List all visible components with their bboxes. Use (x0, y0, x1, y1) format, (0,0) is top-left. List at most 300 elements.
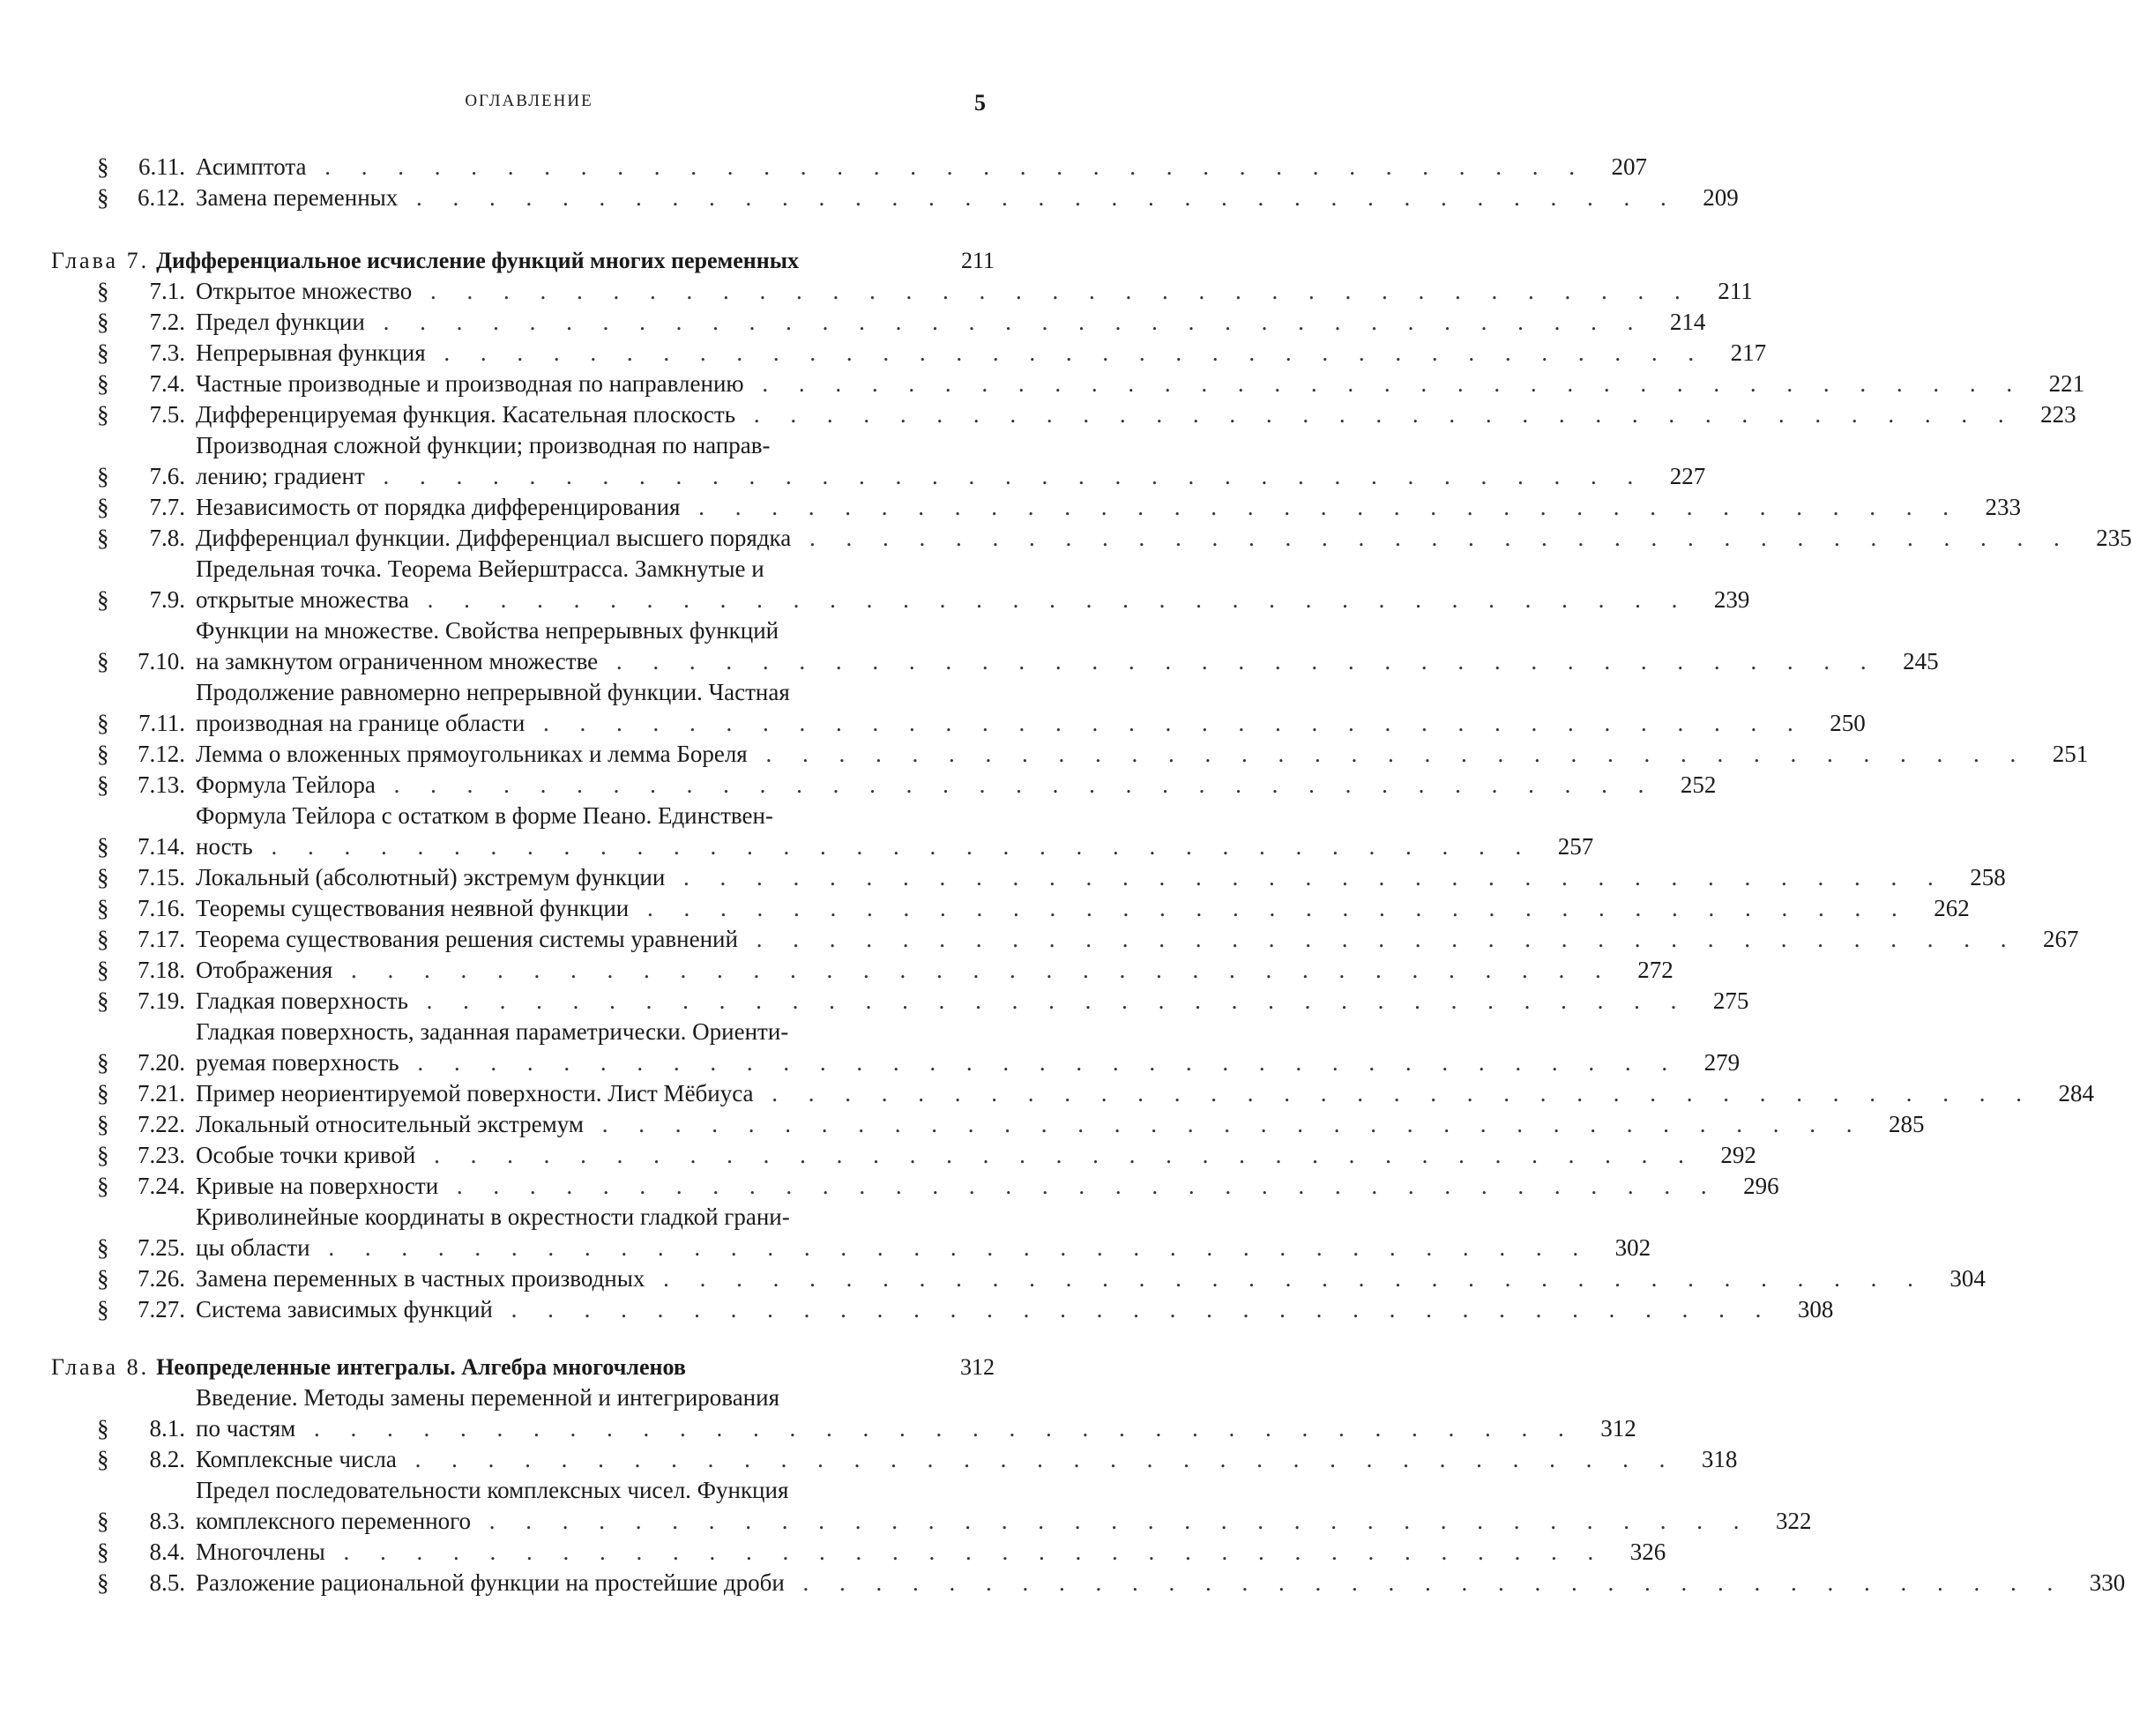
entry-title-text: производная на границе области (196, 710, 526, 736)
section-number (51, 708, 196, 739)
entry-title-line (196, 1444, 1677, 1475)
entry-title-line (196, 1109, 1864, 1140)
toc-entry (51, 1568, 2126, 1598)
entry-title-text: по частям (196, 1415, 296, 1442)
section-number (51, 646, 196, 677)
chapter-label: Глава 8. (51, 1354, 150, 1380)
leader-dots: . . . . . . . . . . . . . . . . . . . . . . . . . . . . . . . . . . . (645, 1265, 1926, 1292)
entry-title (196, 1202, 1601, 1263)
section-sign: § (97, 586, 109, 613)
page-ref: 252 (1680, 771, 1717, 798)
page-ref: 235 (2096, 525, 2132, 551)
entry-title (196, 1294, 1784, 1325)
page-ref: 296 (1743, 1173, 1779, 1199)
leader-dots: . . . . . . . . . . . . . . . . . . . . . . . . . . . . . . . . . . . (680, 494, 1961, 520)
page-ref: 318 (1701, 1446, 1738, 1472)
section-number (51, 1140, 196, 1171)
toc-entry (51, 801, 1594, 862)
page-ref: 308 (1797, 1296, 1834, 1322)
section-sign: § (97, 1296, 109, 1322)
section-number (51, 1078, 196, 1109)
section-number-value: 7.11. (138, 710, 185, 736)
section-number (51, 1171, 196, 1202)
entry-title (196, 307, 1656, 338)
section-sign: § (97, 278, 109, 304)
entry-title-line (196, 1537, 1606, 1568)
section-number (51, 831, 196, 862)
leader-dots: . . . . . . . . . . . . . . . . . . . . . . . . . . . . . . . . . . . (399, 1049, 1681, 1076)
section-sign: § (97, 309, 109, 335)
toc-entry (51, 924, 2079, 955)
section-sign: § (97, 1508, 109, 1534)
toc-entry (51, 739, 2089, 770)
entry-title (196, 955, 1624, 986)
entry-title-text: Дифференцируемая функция. Касательная плоскость (196, 401, 736, 428)
section-sign: § (97, 1539, 109, 1565)
section-number-value: 8.3. (149, 1508, 185, 1534)
section-number (51, 338, 196, 369)
entry-title-line (196, 152, 1587, 183)
section-number (51, 862, 196, 893)
section-number-value: 7.25. (138, 1234, 185, 1261)
page-ref: 292 (1720, 1142, 1756, 1168)
entry-title (196, 770, 1666, 801)
page-ref: 223 (2040, 401, 2076, 428)
section-number (51, 955, 196, 986)
leader-dots: . . . . . . . . . . . . . . . . . . . . . . . . . . . . . . . . . . . (252, 833, 1534, 860)
table-of-contents (51, 152, 2132, 1598)
entry-title (196, 677, 1816, 739)
entry-title-line (196, 1506, 1752, 1537)
page-ref: 239 (1713, 586, 1750, 613)
leader-dots: . . . . . . . . . . . . . . . . . . . . . . . . . . . . . . . . . . . (753, 1080, 2035, 1106)
section-number (51, 152, 196, 183)
page-ref: 279 (1703, 1049, 1741, 1076)
entry-title-text: Локальный (абсолютный) экстремум функции (196, 864, 666, 890)
section-number-value: 7.22. (138, 1111, 185, 1137)
section-number-value: 7.26. (138, 1265, 185, 1292)
section-number (51, 399, 196, 430)
page-ref: 304 (1949, 1265, 1986, 1292)
section-sign: § (97, 525, 109, 551)
entry-title-line (196, 461, 1645, 492)
section-sign: § (97, 153, 109, 180)
entry-title-line (196, 770, 1656, 801)
entry-title-text: Пример неориентируемой поверхности. Лист Мёбиуса (196, 1080, 754, 1106)
page-ref: 330 (2089, 1569, 2126, 1596)
entry-title-line (196, 338, 1706, 369)
entry-title-text: Независимость от порядка дифференцирования (196, 494, 681, 520)
entry-title (196, 862, 1957, 893)
toc-entry (51, 399, 2076, 430)
section-number-value: 7.24. (138, 1173, 185, 1199)
toc-entry (51, 369, 2085, 399)
entry-title-line (196, 523, 2072, 554)
section-sign: § (97, 864, 109, 890)
page-ref: 257 (1557, 833, 1594, 860)
leader-dots: . . . . . . . . . . . . . . . . . . . . . . . . . . . . . . . . . . . (364, 463, 1646, 489)
section-sign: § (97, 741, 109, 767)
section-number (51, 1233, 196, 1263)
section-number-value: 7.20. (138, 1049, 185, 1076)
page-ref: 251 (2052, 741, 2089, 767)
leader-dots: . . . . . . . . . . . . . . . . . . . . . . . . . . . . . . . . . . . (743, 370, 2025, 397)
entry-title (196, 276, 1703, 307)
entry-title-line (196, 831, 1533, 862)
section-number (51, 893, 196, 924)
toc-entry (51, 1109, 1925, 1140)
toc-entry (51, 862, 2006, 893)
leader-dots: . . . . . . . . . . . . . . . . . . . . . . . . . . . . . . . . . . . (415, 1142, 1696, 1168)
section-number-value: 7.4. (149, 370, 185, 397)
entry-title-text: открытые множества (196, 586, 409, 613)
leader-dots: . . . . . . . . . . . . . . . . . . . . . . . . . . . . . . . . . . . (324, 1539, 1606, 1565)
entry-title-text: Непрерывная функция (196, 339, 426, 366)
page-ref: 211 (1718, 278, 1753, 304)
section-number-value: 8.1. (149, 1415, 185, 1442)
section-sign: § (97, 1234, 109, 1261)
section-sign: § (97, 1142, 109, 1168)
toc-entry (51, 893, 1970, 924)
entry-title-text: Разложение рациональной функции на простейшие дроби (196, 1569, 785, 1596)
spacer (51, 1325, 995, 1352)
entry-title-text: Предел функции (196, 309, 365, 335)
section-number (51, 1568, 196, 1598)
entry-title-text: Замена переменных (196, 184, 399, 211)
entry-title-line: Предельная точка. Теорема Вейерштрасса. Замкнутые и (196, 555, 764, 582)
toc-entry (51, 1382, 1636, 1444)
entry-title-text: Формула Тейлора (196, 771, 376, 798)
entry-title-line (196, 276, 1693, 307)
section-number (51, 1506, 196, 1537)
section-number-value: 8.4. (149, 1539, 185, 1565)
leader-dots: . . . . . . . . . . . . . . . . . . . . . . . . . . . . . . . . . . . (309, 1234, 1592, 1261)
section-sign: § (97, 926, 109, 952)
page-ref: 272 (1637, 957, 1674, 983)
page-ref: 245 (1903, 648, 1939, 674)
section-number-value: 7.10. (138, 648, 185, 674)
section-number (51, 1294, 196, 1325)
section-sign: § (97, 494, 109, 520)
entry-title-line: Гладкая поверхность, заданная параметрически. Ориенти- (196, 1018, 789, 1045)
chapter-heading (51, 245, 995, 276)
toc-entry (51, 276, 1753, 307)
leader-dots: . . . . . . . . . . . . . . . . . . . . . . . . . . . . . . . . . . . (492, 1296, 1774, 1322)
page-ref: 312 (1600, 1415, 1636, 1442)
page-ref: 262 (1934, 895, 1970, 921)
entry-title-text: Комплексные числа (196, 1446, 397, 1472)
entry-title-text: комплексного переменного (196, 1508, 472, 1534)
section-number (51, 924, 196, 955)
page-ref: 233 (1985, 494, 2021, 520)
section-number-value: 7.19. (138, 987, 185, 1014)
entry-title-text: Теоремы существования неявной функции (196, 895, 630, 921)
leader-dots: . . . . . . . . . . . . . . . . . . . . . . . . . . . . . . . . . . . (306, 153, 1587, 180)
page-ref: 211 (960, 248, 995, 273)
section-number (51, 1109, 196, 1140)
entry-title (196, 1109, 1875, 1140)
entry-title-line (196, 1294, 1773, 1325)
entry-title (196, 183, 1689, 213)
page-ref: 207 (1611, 153, 1647, 180)
toc-entry (51, 1017, 1741, 1078)
leader-dots: . . . . . . . . . . . . . . . . . . . . . . . . . . . . . . . . . . . (407, 987, 1689, 1014)
leader-dots: . . . . . . . . . . . . . . . . . . . . . . . . . . . . . . . . . . . (525, 710, 1806, 736)
section-number-value: 7.9. (149, 586, 185, 613)
section-number (51, 1263, 196, 1294)
entry-title-text: лению; градиент (196, 463, 365, 489)
section-number-value: 7.3. (149, 339, 185, 366)
toc-entry (51, 1171, 1779, 1202)
section-number (51, 461, 196, 492)
section-number-value: 7.27. (138, 1296, 185, 1322)
entry-title-line (196, 708, 1806, 739)
chapter-heading (51, 1352, 995, 1382)
leader-dots: . . . . . . . . . . . . . . . . . . . . . . . . . . . . . . . . . . . (408, 586, 1690, 613)
entry-title-line: Продолжение равномерно непрерывной функции. Частная (196, 679, 790, 705)
toc-entry (51, 955, 1674, 986)
entry-title-line (196, 1171, 1719, 1202)
chapter-title-text: Неопределенные интегралы. Алгебра многочленов (156, 1354, 686, 1380)
leader-dots: . . . . . . . . . . . . . . . . . . . . . . . . . . . . . . . . . . . (364, 309, 1646, 335)
section-sign: § (97, 401, 109, 428)
section-number-value: 8.2. (149, 1446, 185, 1472)
toc-entry (51, 770, 1717, 801)
page-ref: 312 (960, 1354, 995, 1380)
page-header (0, 92, 1058, 118)
entry-title-line: Криволинейные координаты в окрестности гладкой грани- (196, 1203, 790, 1230)
entry-title-line (196, 1413, 1577, 1444)
section-sign: § (97, 710, 109, 736)
section-number (51, 770, 196, 801)
page-ref: 214 (1669, 309, 1706, 335)
section-sign: § (97, 1569, 109, 1596)
leader-dots: . . . . . . . . . . . . . . . . . . . . . . . . . . . . . . . . . . . (295, 1415, 1577, 1442)
leader-dots: . . . . . . . . . . . . . . . . . . . . . . . . . . . . . . . . . . . (396, 1446, 1678, 1472)
page-number: 5 (974, 90, 986, 115)
page-ref: 322 (1776, 1508, 1812, 1534)
entry-title (196, 615, 1890, 677)
section-sign: § (97, 339, 109, 366)
entry-title-line: Формула Тейлора с остатком в форме Пеано. Единствен- (196, 802, 773, 829)
entry-title-text: руемая поверхность (196, 1049, 399, 1076)
section-number (51, 1537, 196, 1568)
entry-title-line (196, 1263, 1926, 1294)
entry-title (196, 152, 1598, 183)
section-sign: § (97, 1080, 109, 1106)
section-number-value: 7.17. (138, 926, 185, 952)
leader-dots: . . . . . . . . . . . . . . . . . . . . . . . . . . . . . . . . . . . (438, 1173, 1719, 1199)
entry-title-text: Кривые на поверхности (196, 1173, 439, 1199)
toc-entry (51, 492, 2021, 523)
toc-entry (51, 1444, 1738, 1475)
chapter-label: Глава 7. (51, 248, 150, 273)
entry-title-line (196, 399, 2016, 430)
section-sign: § (97, 1415, 109, 1442)
page-ref: 221 (2048, 370, 2085, 397)
entry-title (196, 986, 1699, 1017)
toc-entry (51, 1537, 1666, 1568)
entry-title-line (196, 1047, 1680, 1078)
section-number-value: 7.5. (149, 401, 185, 428)
page-ref: 285 (1888, 1111, 1925, 1137)
entry-title-line (196, 893, 1910, 924)
leader-dots: . . . . . . . . . . . . . . . . . . . . . . . . . . . . . . . . . . . (398, 184, 1679, 211)
entry-title (196, 523, 2083, 554)
chapter-title (149, 245, 945, 276)
entry-title-line (196, 1140, 1696, 1171)
leader-dots: . . . . . . . . . . . . . . . . . . . . . . . . . . . . . . . . . . . (425, 339, 1707, 366)
leader-dots: . . . . . . . . . . . . . . . . . . . . . . . . . . . . . . . . . . . (332, 957, 1614, 983)
toc-entry (51, 307, 1706, 338)
page-ref: 275 (1712, 987, 1749, 1014)
entry-title (196, 1078, 2045, 1109)
section-sign: § (97, 1265, 109, 1292)
section-sign: § (97, 771, 109, 798)
entry-title-text: Локальный относительный экстремум (196, 1111, 584, 1137)
leader-dots: . . . . . . . . . . . . . . . . . . . . . . . . . . . . . . . . . . . (583, 1111, 1865, 1137)
section-number-value: 7.23. (138, 1142, 185, 1168)
section-number-value: 6.12. (138, 184, 185, 211)
entry-title (196, 369, 2035, 399)
section-number (51, 276, 196, 307)
entry-title-text: на замкнутом ограниченном множестве (196, 648, 599, 674)
section-number (51, 1444, 196, 1475)
toc-entry (51, 183, 1739, 213)
toc-entry (51, 677, 1866, 739)
entry-title (196, 1017, 1690, 1078)
leader-dots: . . . . . . . . . . . . . . . . . . . . . . . . . . . . . . . . . . . (665, 864, 1946, 890)
toc-entry (51, 1263, 1986, 1294)
section-sign: § (97, 1173, 109, 1199)
entry-title-text: Замена переменных в частных производных (196, 1265, 645, 1292)
entry-title-text: Дифференциал функции. Дифференциал высшего порядка (196, 525, 792, 551)
page-ref: 227 (1669, 463, 1706, 489)
toc-entry (51, 1475, 1812, 1537)
entry-title-text: Гладкая поверхность (196, 987, 408, 1014)
leader-dots: . . . . . . . . . . . . . . . . . . . . . . . . . . . . . . . . . . . (375, 771, 1657, 798)
toc-entry (51, 1078, 2095, 1109)
entry-title (196, 924, 2029, 955)
section-number-value: 7.6. (149, 463, 185, 489)
section-sign: § (97, 1049, 109, 1076)
toc-entry (51, 554, 1750, 615)
entry-title-text: Частные производные и производная по направлению (196, 370, 744, 397)
entry-title-line (196, 1233, 1591, 1263)
entry-title (196, 399, 2027, 430)
leader-dots: . . . . . . . . . . . . . . . . . . . . . . . . . . . . . . . . . . . (735, 401, 2016, 428)
section-sign: § (97, 184, 109, 211)
entry-title (196, 1140, 1707, 1171)
section-number-value: 7.7. (149, 494, 185, 520)
entry-title (196, 1382, 1587, 1444)
entry-title-text: Отображения (196, 957, 333, 983)
section-number-value: 7.13. (138, 771, 185, 798)
entry-title-text: Многочлены (196, 1539, 325, 1565)
section-number-value: 7.8. (149, 525, 185, 551)
entry-title (196, 1263, 1936, 1294)
leader-dots: . . . . . . . . . . . . . . . . . . . . . . . . . . . . . . . . . . . (784, 1569, 2066, 1596)
entry-title-line (196, 986, 1688, 1017)
toc-entry (51, 615, 1939, 677)
section-sign: § (97, 463, 109, 489)
section-number (51, 369, 196, 399)
chapter-title (149, 1352, 945, 1382)
section-number-value: 7.1. (149, 278, 185, 304)
entry-title-line (196, 955, 1614, 986)
spacer (51, 213, 995, 245)
page-ref: 267 (2042, 926, 2079, 952)
leader-dots: . . . . . . . . . . . . . . . . . . . . . . . . . . . . . . . . . . . (737, 926, 2019, 952)
section-number-value: 7.12. (138, 741, 185, 767)
section-number-value: 7.2. (149, 309, 185, 335)
entry-title-text: ность (196, 833, 253, 860)
section-number-value: 7.21. (138, 1080, 185, 1106)
entry-title (196, 801, 1544, 862)
entry-title-line (196, 646, 1879, 677)
section-number (51, 585, 196, 615)
page-ref: 217 (1730, 339, 1767, 366)
section-sign: § (97, 895, 109, 921)
toc-entry (51, 1202, 1651, 1263)
section-sign: § (97, 987, 109, 1014)
entry-title-line: Введение. Методы замены переменной и интегрирования (196, 1384, 780, 1411)
section-sign: § (97, 1446, 109, 1472)
entry-title (196, 1537, 1616, 1568)
entry-title-line: Производная сложной функции; производная по направ- (196, 432, 771, 458)
entry-title (196, 492, 1972, 523)
section-number-value: 6.11. (138, 153, 185, 180)
leader-dots: . . . . . . . . . . . . . . . . . . . . . . . . . . . . . . . . . . . (412, 278, 1693, 304)
page-ref: 284 (2058, 1080, 2095, 1106)
leader-dots: . . . . . . . . . . . . . . . . . . . . . . . . . . . . . . . . . . . (747, 741, 2029, 767)
section-number-value: 7.15. (138, 864, 185, 890)
entry-title-line: Предел последовательности комплексных чисел. Функция (196, 1477, 789, 1503)
entry-title (196, 1444, 1688, 1475)
entry-title-line (196, 492, 1961, 523)
entry-title-line (196, 369, 2024, 399)
chapter-title-text: Дифференциальное исчисление функций многих переменных (156, 248, 800, 273)
running-title: ОГЛАВЛЕНИЕ (465, 92, 593, 110)
entry-title-line: Функции на множестве. Свойства непрерывных функций (196, 617, 779, 644)
entry-title-text: Открытое множество (196, 278, 413, 304)
section-number (51, 492, 196, 523)
page-ref: 250 (1830, 710, 1866, 736)
entry-title-line (196, 585, 1689, 615)
section-number-value: 7.14. (138, 833, 185, 860)
section-sign: § (97, 833, 109, 860)
entry-title-line (196, 739, 2028, 770)
entry-title (196, 1171, 1730, 1202)
entry-title (196, 1568, 2076, 1598)
entry-title-line (196, 862, 1946, 893)
toc-entry (51, 430, 1706, 492)
entry-title (196, 338, 1717, 369)
entry-title (196, 1475, 1763, 1537)
entry-title-text: Особые точки кривой (196, 1142, 416, 1168)
section-number (51, 739, 196, 770)
leader-dots: . . . . . . . . . . . . . . . . . . . . . . . . . . . . . . . . . . . (629, 895, 1910, 921)
section-sign: § (97, 1111, 109, 1137)
entry-title-text: Система зависимых функций (196, 1296, 493, 1322)
toc-entry (51, 1294, 1834, 1325)
section-number-value: 7.18. (138, 957, 185, 983)
section-number-value: 8.5. (149, 1569, 185, 1596)
entry-title-text: Теорема существования решения системы уравнений (196, 926, 738, 952)
entry-title-text: Асимптота (196, 153, 307, 180)
page-ref: 258 (1970, 864, 2006, 890)
entry-title-line (196, 307, 1645, 338)
